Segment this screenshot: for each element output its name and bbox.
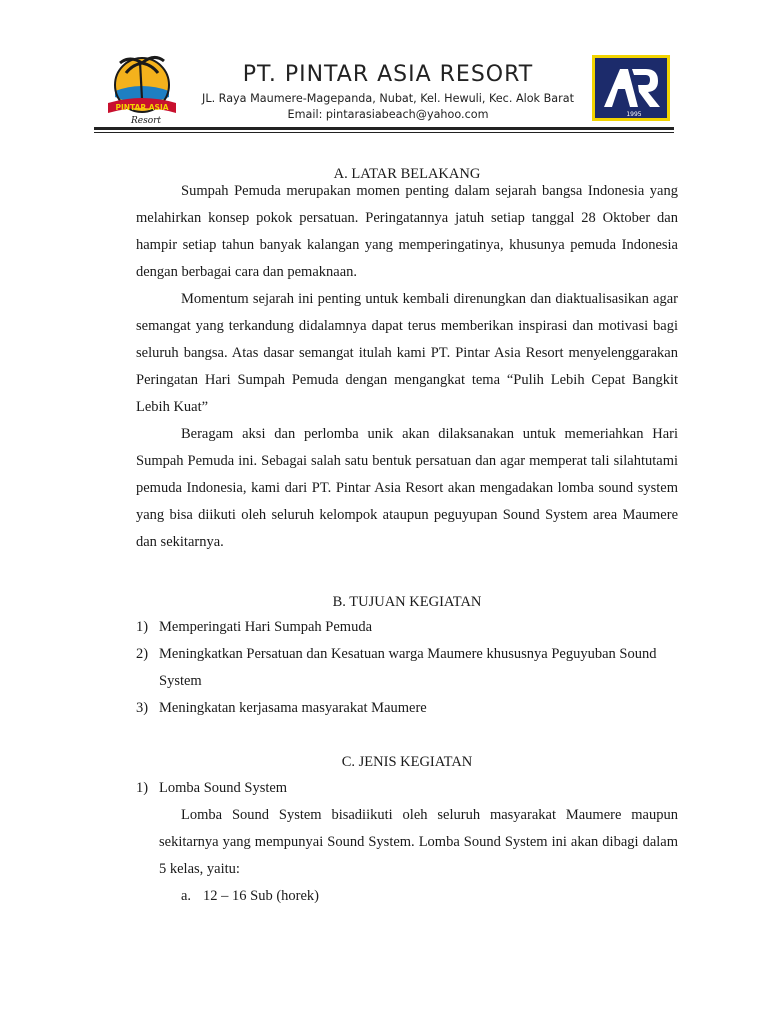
list-item — [136, 775, 678, 802]
paragraph: Beragam aksi dan perlomba unik akan dilaksanakan untuk memeriahkan Hari Sumpah Pemuda ini. Sebagai salah satu bentuk persatuan dan agar memperat tali silahtutami pemuda Indonesia, kami dari PT. Pintar Asia Resort akan mengadakan lomba sound system yang bisa diikuti oleh seluruh kelompok ataupun peguyupan Sound System area Maumere dan sekitarnya. — [136, 426, 678, 550]
logo-text-top: PINTAR ASIA — [115, 103, 169, 112]
logo-year: 1995 — [626, 111, 642, 118]
section-heading-tujuan-kegiatan: B. TUJUAN KEGIATAN — [332, 594, 482, 610]
list-number: 1) — [136, 619, 149, 635]
sub-list-letter: a. — [181, 888, 192, 904]
sub-list-text: 12 – 16 Sub (horek) — [203, 888, 319, 904]
objectives-list — [136, 614, 678, 722]
list-item — [136, 695, 678, 722]
list-number: 3) — [136, 700, 149, 716]
list-text: Lomba Sound System — [159, 780, 288, 796]
list-text: Meningkatan kerjasama masyarakat Maumere — [159, 700, 427, 716]
company-address: JL. Raya Maumere-Magepanda, Nubat, Kel. Hewuli, Kec. Alok Barat — [202, 92, 574, 105]
section-heading-latar-belakang: A. LATAR BELAKANG — [333, 166, 481, 182]
logo-text-bottom: Resort — [130, 116, 162, 126]
list-text: Memperingati Hari Sumpah Pemuda — [159, 619, 373, 635]
resort-logo-icon — [106, 47, 178, 127]
header-rule-thin — [94, 132, 674, 133]
company-name: PT. PINTAR ASIA RESORT — [242, 62, 534, 87]
list-number: 2) — [136, 646, 149, 662]
section-heading-jenis-kegiatan: C. JENIS KEGIATAN — [341, 754, 473, 770]
paragraph: Sumpah Pemuda merupakan momen penting dalam sejarah bangsa Indonesia yang melahirkan konsep pokok persatuan. Peringatannya jatuh setiap tanggal 28 Oktober dan hampir setiap tahun banyak kalangan yang memperingatinya, khusunya pemuda Indonesia dengan berbagai cara dan pemaknaan. — [136, 183, 678, 280]
list-item — [136, 614, 678, 641]
list-item — [136, 641, 678, 695]
sub-paragraph: Lomba Sound System bisadiikuti oleh seluruh masyarakat Maumere maupun sekitarnya yang mempunyai Sound System. Lomba Sound System ini akan dibagi dalam 5 kelas, yaitu: — [159, 807, 678, 877]
list-number: 1) — [136, 780, 149, 796]
list-text: Meningkatkan Persatuan dan Kesatuan warga Maumere khususnya Peguyuban Sound System — [159, 646, 657, 689]
company-email: Email: pintarasiabeach@yahoo.com — [287, 108, 489, 121]
sub-list-item — [181, 883, 319, 910]
activity-list — [136, 775, 678, 802]
ar-logo-icon — [592, 55, 670, 121]
header-rule — [94, 127, 674, 130]
paragraph: Momentum sejarah ini penting untuk kembali direnungkan dan diaktualisasikan agar semangat yang terkandung didalamnya dapat terus memberikan inspirasi dan motivasi bagi seluruh bangsa. Atas dasar semangat itulah kami PT. Pintar Asia Resort menyelenggarakan Peringatan Hari Sumpah Pemuda dengan mengangkat tema “Pulih Lebih Cepat Bangkit Lebih Kuat” — [136, 291, 678, 415]
